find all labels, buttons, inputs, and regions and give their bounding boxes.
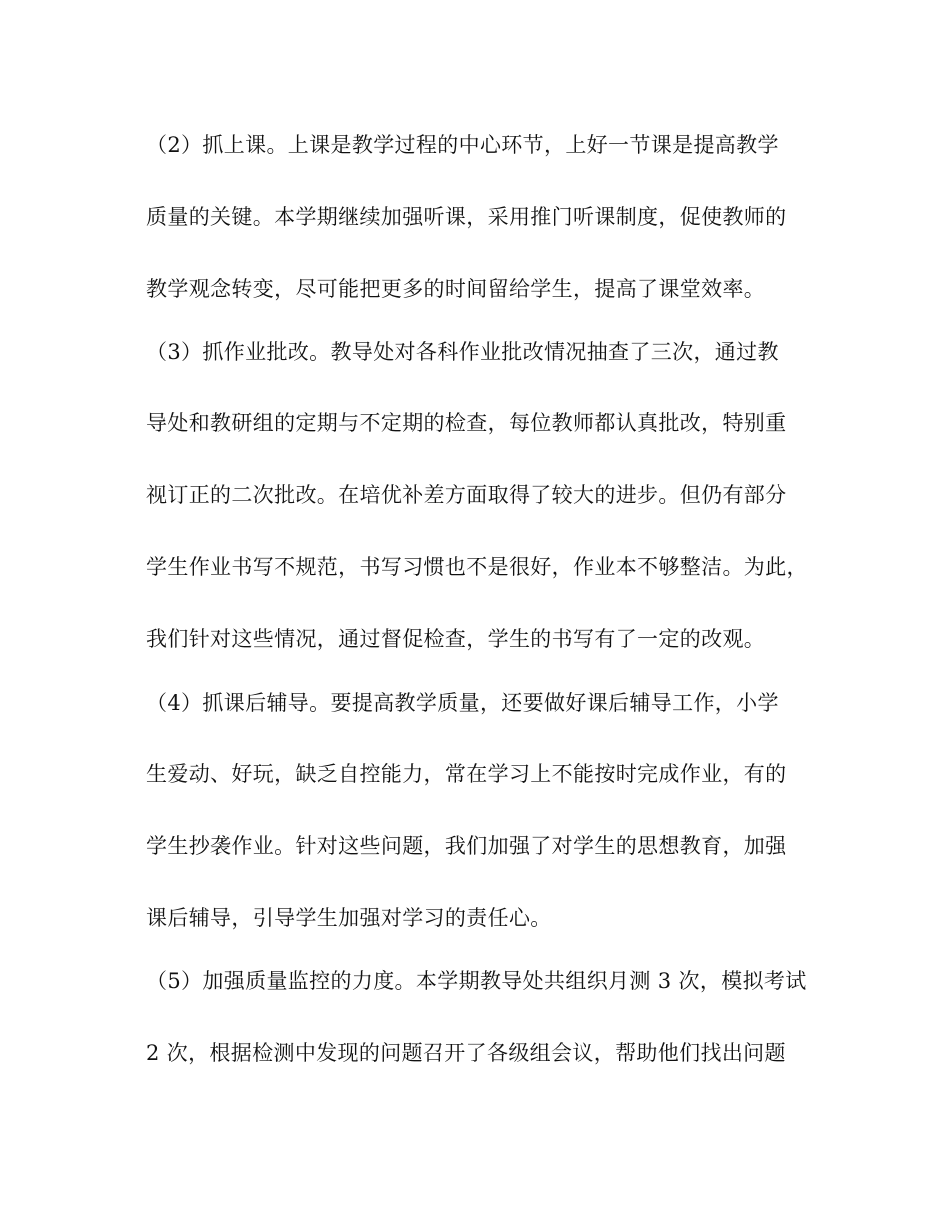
text-line: （5）加强质量监控的力度。本学期教导处共组织月测 3 次，模拟考试 (146, 969, 807, 993)
text-line: 质量的关键。本学期继续加强听课，采用推门听课制度，促使教师的 (146, 205, 787, 229)
text-line: 教学观念转变，尽可能把更多的时间留给学生，提高了课堂效率。 (146, 277, 766, 301)
text-line: 我们针对这些情况，通过督促检查，学生的书写有了一定的改观。 (146, 627, 766, 651)
text-line: （3）抓作业批改。教导处对各科作业批改情况抽查了三次，通过教 (146, 340, 779, 364)
text-line: 2 次，根据检测中发现的问题召开了各级组会议，帮助他们找出问题 (146, 1041, 786, 1065)
text-line: 生爱动、好玩，缺乏自控能力，常在学习上不能按时完成作业，有的 (146, 762, 787, 786)
text-line: 课后辅导，引导学生加强对学习的责任心。 (146, 906, 552, 930)
text-line: 导处和教研组的定期与不定期的检查，每位教师都认真批改，特别重 (146, 411, 787, 435)
text-line: （4）抓课后辅导。要提高教学质量，还要做好课后辅导工作，小学 (146, 691, 779, 715)
text-line: 学生作业书写不规范，书写习惯也不是很好，作业本不够整洁。为此， (146, 555, 808, 579)
text-line: 视订正的二次批改。在培优补差方面取得了较大的进步。但仍有部分 (146, 483, 787, 507)
text-line: 学生抄袭作业。针对这些问题，我们加强了对学生的思想教育，加强 (146, 834, 787, 858)
text-line: （2）抓上课。上课是教学过程的中心环节，上好一节课是提高教学 (146, 133, 779, 157)
